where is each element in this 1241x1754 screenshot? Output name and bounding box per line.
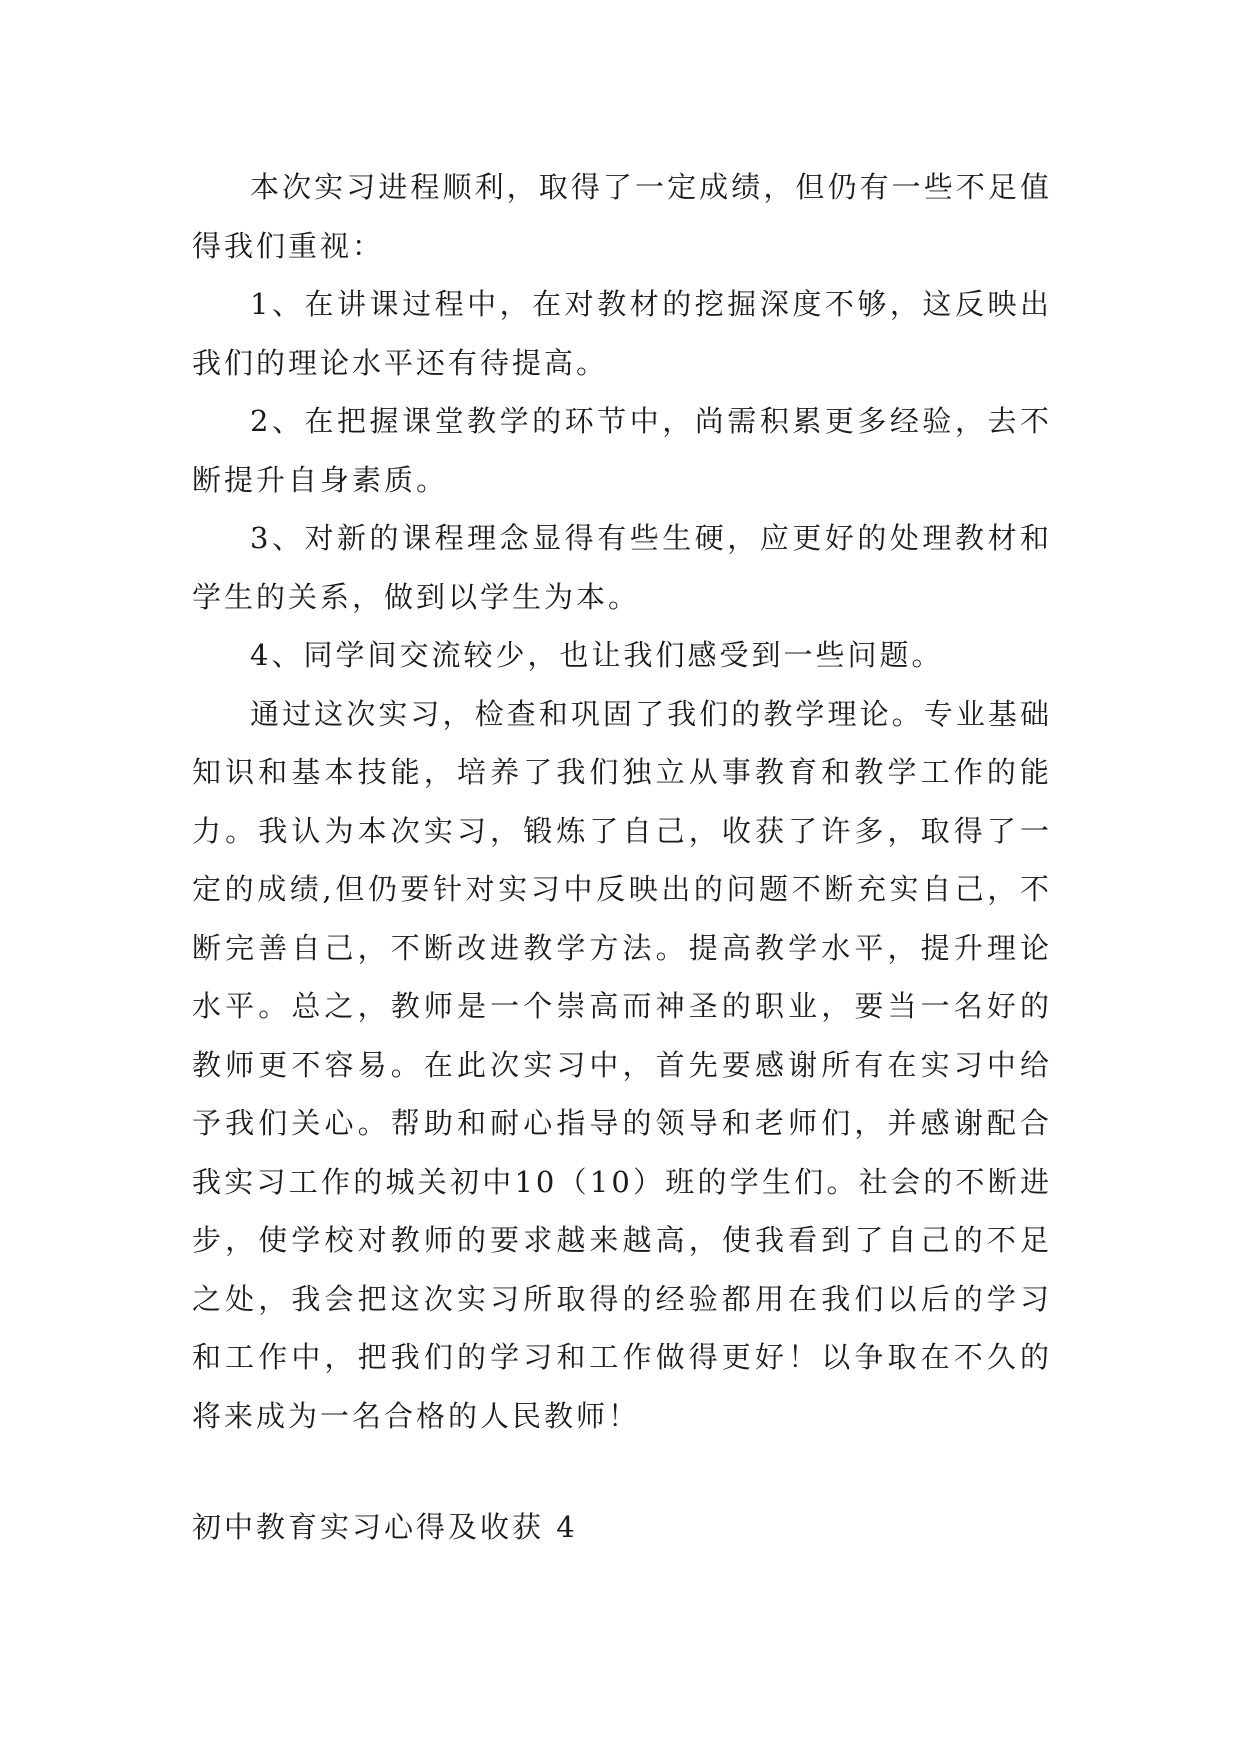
paragraph-item-4: 4、同学间交流较少，也让我们感受到一些问题。: [250, 638, 944, 672]
document-body: [192, 158, 1052, 1445]
paragraph-item-3: 3、对新的课程理念显得有些生硬，应更好的处理教材和学生的关系，做到以学生为本。: [192, 521, 1052, 614]
paragraph-intro: 本次实习进程顺利，取得了一定成绩，但仍有一些不足值得我们重视：: [192, 170, 1052, 263]
paragraph-item-2: 2、在把握课堂教学的环节中，尚需积累更多经验，去不断提升自身素质。: [192, 404, 1052, 497]
section-heading: 初中教育实习心得及收获 4: [192, 1510, 578, 1544]
paragraph-conclusion: 通过这次实习，检查和巩固了我们的教学理论。专业基础知识和基本技能，培养了我们独立从事教育和教学工作的能力。我认为本次实习，锻炼了自己，收获了许多，取得了一定的成绩,但仍要针对实习中反映出的问题不断充实自己，不断完善自己，不断改进教学方法。提高教学水平，提升理论水平。总之，教师是一个崇高而神圣的职业，要当一名好的教师更不容易。在此次实习中，首先要感谢所有在实习中给予我们关心。帮助和耐心指导的领导和老师们，并感谢配合我实习工作的城关初中10（10）班的学生们。社会的不断进步，使学校对教师的要求越来越高，使我看到了自己的不足之处，我会把这次实习所取得的经验都用在我们以后的学习和工作中，把我们的学习和工作做得更好！以争取在不久的将来成为一名合格的人民教师！: [192, 696, 1052, 1433]
paragraph-item-1: 1、在讲课过程中，在对教材的挖掘深度不够，这反映出我们的理论水平还有待提高。: [192, 287, 1052, 380]
